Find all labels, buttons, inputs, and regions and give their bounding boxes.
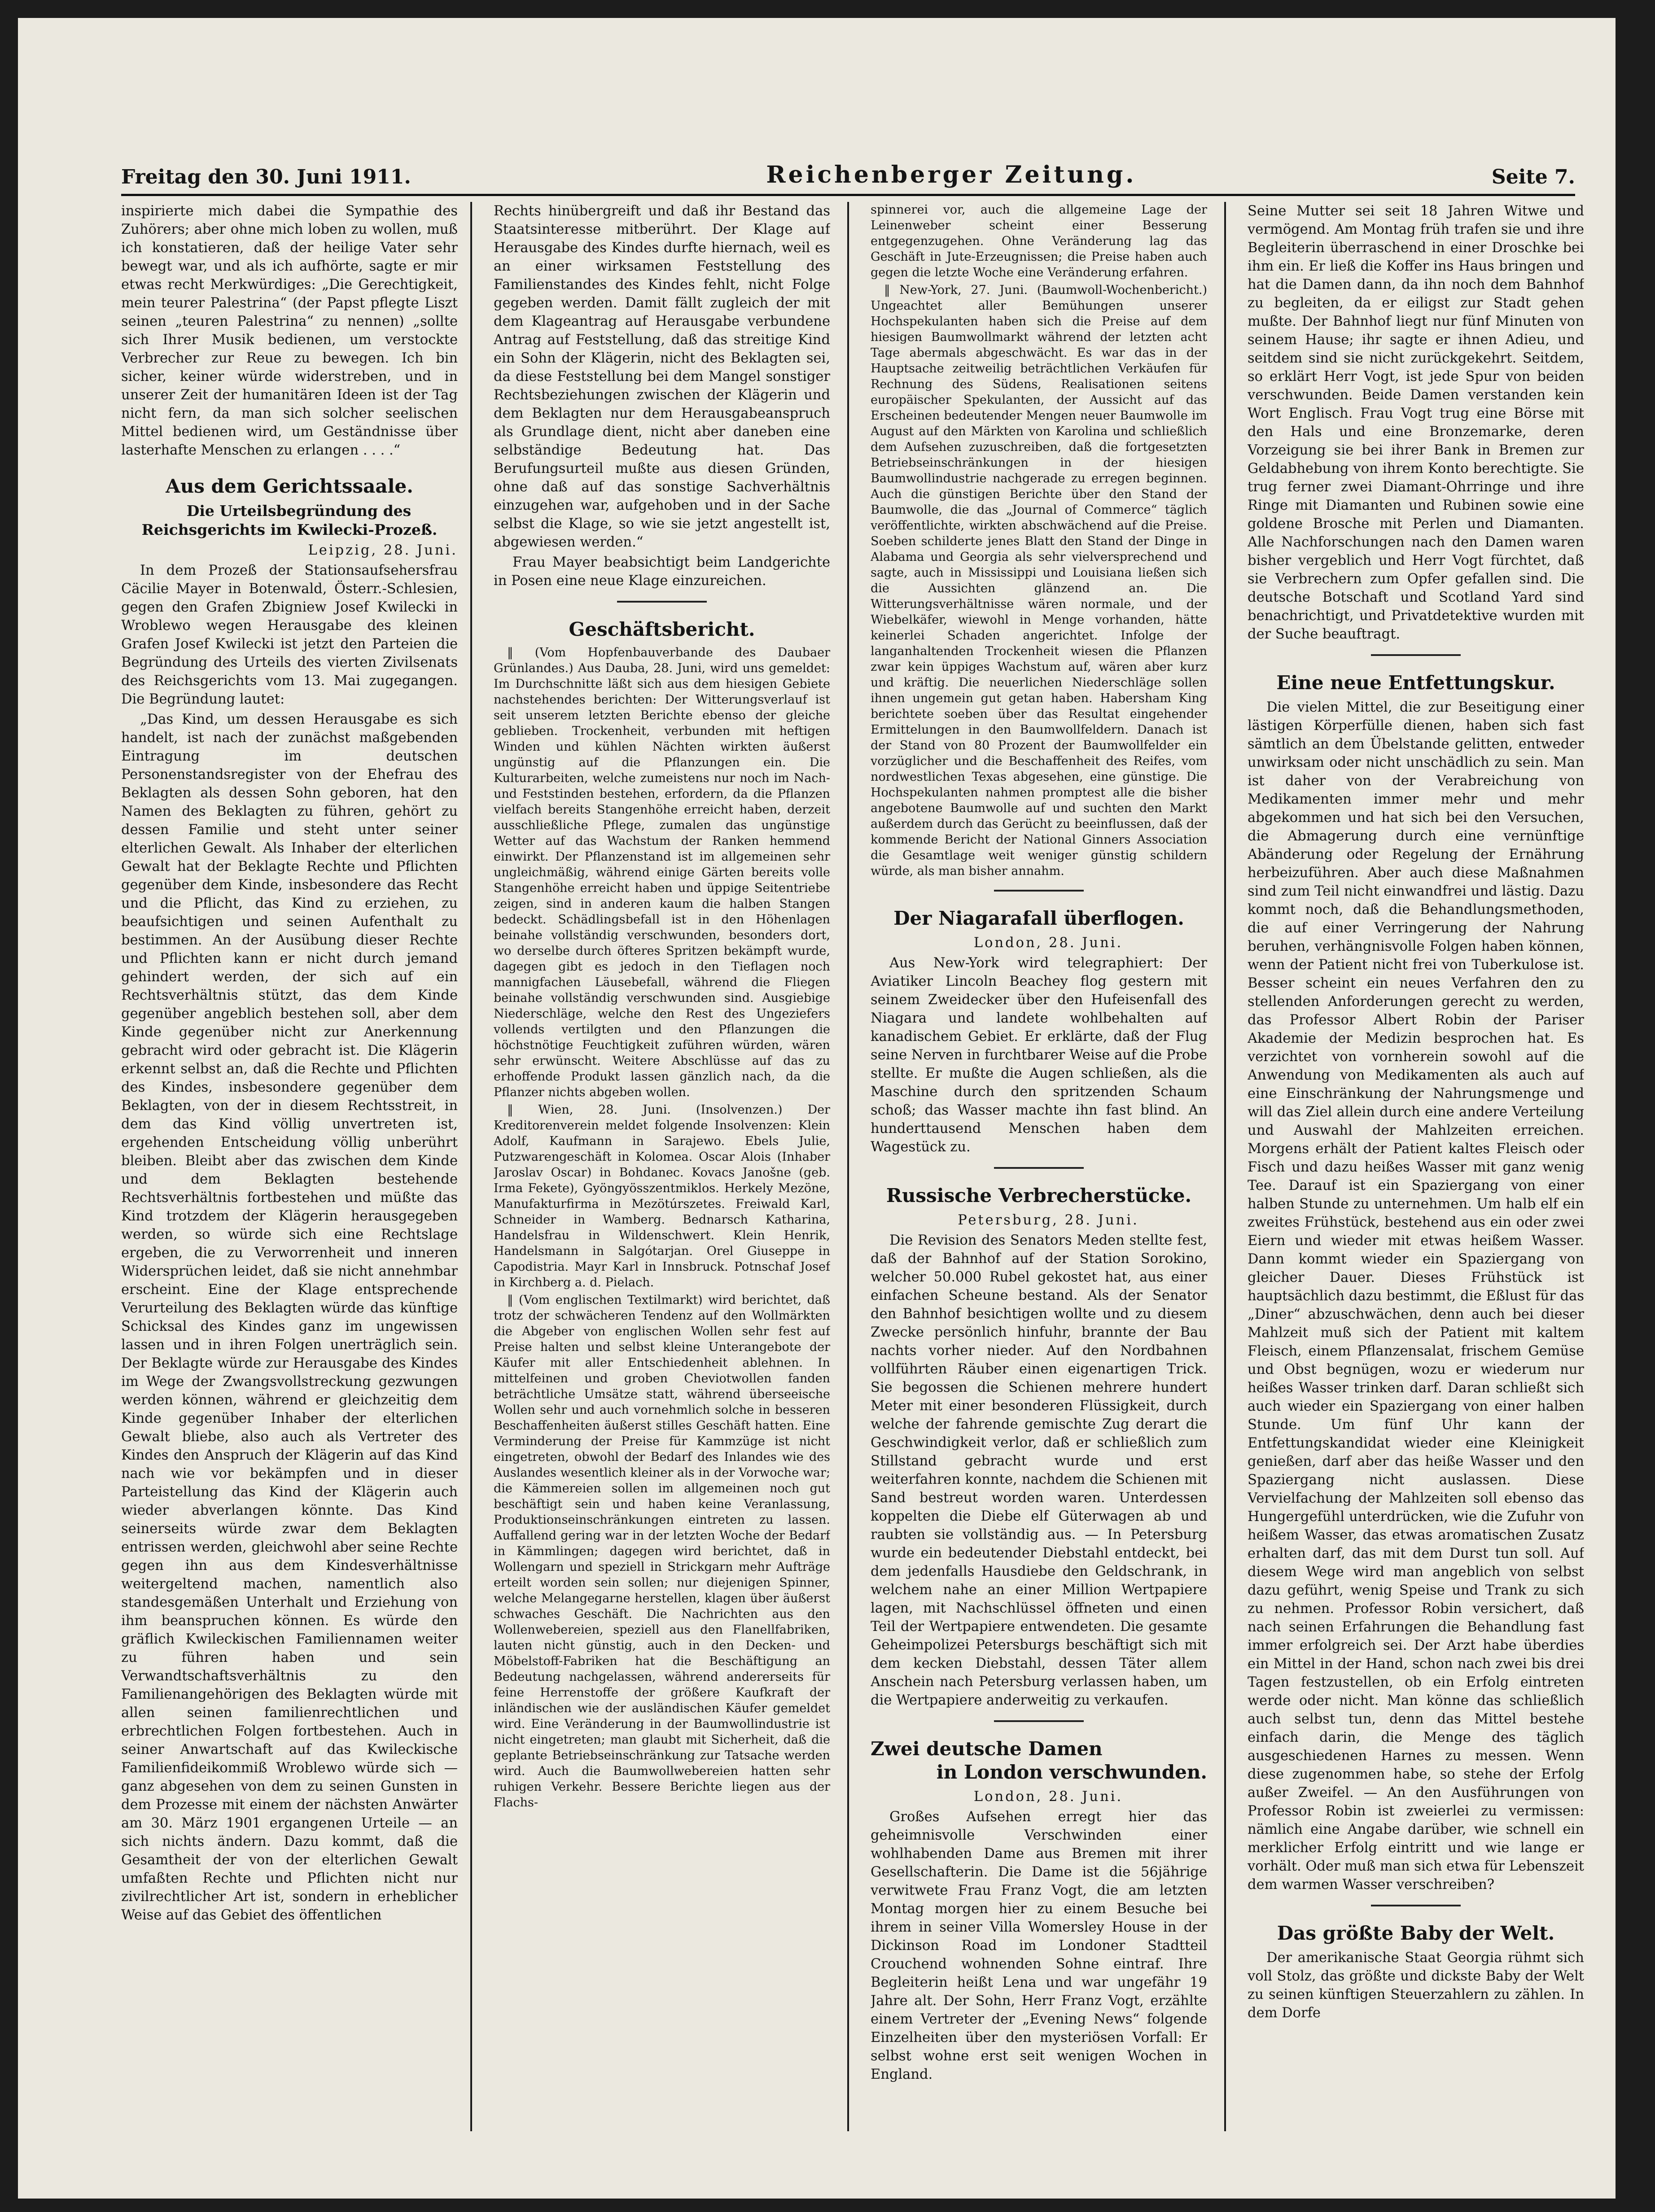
ladies-dateline: London, 28. Juni. [973,1789,1123,1805]
business-paragraph: spinnerei vor, auch die allgemeine Lage der Leinenweber scheint einer Besserung entgegenzugehen. Ohne Veränderung lag das Geschäft in Jute-Erzeugnissen; die Preise haben auch gegen die letzte Woche eine Veränderung erfahren. [871,203,1207,280]
niagara-heading: Der Niagarafall überflogen. [893,907,1184,929]
business-paragraph: ‖ Wien, 28. Juni. (Insolvenzen.) Der Kreditorenverein meldet folgende Insolvenzen: Klein Adolf, Kaufmann in Sarajewo. Ebels Julie, Putzwarengeschäft in Kolomea. Oscar Alois (Inhaber Jaroslav Oscar) in Bohdanec. Kovacs Janošne (geb. Irma Fekete), Gyöngyösszentmiklos. Herkely Mezöne, Manufakturfirma in Mezötúrszetes. Freiwald Karl, Schneider in Wamberg. Bednarsch Katharina, Handelsfrau in Wildenschwert. Klein Henrik, Handelsmann in Salgótarjan. Orel Giuseppe in Capodistria. Mayr Karl in Innsbruck. Potnschaf Josef in Kirchberg a. d. Pielach. [494,1103,830,1290]
court-article-title: Die Urteilsbegründung des Reichsgerichts im Kwilecki-Prozeß. [141,502,438,538]
court-dateline: Leipzig, 28. Juni. [308,542,458,558]
court-paragraph: Rechts hinübergreift und daß ihr Bestand das Staatsinteresse mitberührt. Der Klage auf Herausgabe des Kindes durfte hiernach, weil es an einer wirksamen Feststellung des Familienstandes des Kindes fehlt, nicht Folge gegeben werden. Damit fällt zugleich der mit dem Klageantrag auf Herausgabe verbundene Antrag auf Feststellung, daß das streitige Kind ein Sohn der Klägerin, nicht des Beklagten sei, da diese Feststellung bei dem Mangel sonstiger Rechtsbeziehungen zwischen der Klägerin und dem Beklagten nur dem Herausgabeanspruch als Grundlage dient, nicht aber daneben eine selbständige Bedeutung hat. Das Berufungsurteil mußte aus diesen Gründen, ohne daß auf das sonstige Sachverhältnis einzugehen war, aufgehoben und in der Sache selbst die Klage, so wie sie jetzt angestellt ist, abgewiesen werden.“ [494,203,830,550]
section-rule [1371,1905,1461,1906]
column-1 [121,202,458,2131]
column-rule [1224,202,1226,2131]
section-rule [1371,654,1461,656]
header-rule [121,194,1575,196]
newspaper-page [18,18,1616,2199]
court-section-heading: Aus dem Gerichtssaale. [166,475,413,497]
column-rule [470,202,472,2131]
page-header [121,148,1575,188]
cure-paragraph: Die vielen Mittel, die zur Beseitigung einer lästigen Körperfülle dienen, haben sich fast sämtlich an dem Übelstande gelitten, entweder unwirksam oder nicht unschädlich zu sein. Man ist daher von der Verabreichung von Medikamenten immer mehr und mehr abgekommen und hat sich bei den Versuchen, die Abmagerung durch eine vernünftige Abänderung oder Regelung der Ernährung herbeizuführen. Aber auch diese Maßnahmen sind zum Teil nicht einwandfrei und lästig. Dazu kommt noch, daß die Behandlungsmethoden, die auf einer Verringerung der Nahrung beruhen, verhängnisvolle Folgen haben können, wenn der Patient nicht frei von Tuberkulose ist. Besser scheint ein neues Verfahren den zu stellenden Anforderungen gerecht zu werden, das Professor Albert Robin der Pariser Akademie der Medizin besprochen hat. Es verzichtet von vornherein sowohl auf die Anwendung von Medikamenten als auch auf eine Einschränkung der Nahrungsmenge und will das Ziel allein durch eine andere Verteilung und Auswahl der Mahlzeiten erreichen. Morgens erhält der Patient kaltes Fleisch oder Fisch und dazu heißes Wasser mit ganz wenig Tee. Darauf ist ein Spaziergang von einer halben Stunde zu unternehmen. Um halb elf ein zweites Frühstück, bestehend aus ein oder zwei Eiern und wieder mit etwas heißem Wasser. Dann kommt wieder ein Spaziergang von gleicher Dauer. Dieses Frühstück ist hauptsächlich dazu bestimmt, die Eßlust für das „Diner“ abzuschwächen, denn auch bei dieser Mahlzeit muß sich der Patient mit kaltem Fleisch, einem Pflanzensalat, frischem Gemüse und Obst begnügen, wozu er wiederum nur heißes Wasser trinken darf. Daran schließt sich auch wieder ein Spaziergang von einer halben Stunde. Um fünf Uhr kann der Entfettungskandidat wieder eine Kleinigkeit genießen, darf aber das heiße Wasser und den Spaziergang nicht auslassen. Diese Vervielfachung der Mahlzeiten soll ebenso das Hungergefühl unterdrücken, wie die Zufuhr von heißem Wasser, das etwas aromatischen Zusatz erhalten darf, das mit dem Durst tun soll. Auf diesem Wege wird man angeblich von selbst dazu geführt, wenig Speise und Trank zu sich zu nehmen. Professor Robin versichert, daß nach seinen Erfahrungen die Behandlung fast immer erfolgreich sei. Der Arzt habe überdies ein Mittel in der Hand, schon nach zwei bis drei Tagen festzustellen, ob ein Erfolg eintreten werde oder nicht. Man könne das schließlich auch selbst tun, denn das Mittel bestehe einfach darin, die Menge des täglich ausgeschiedenen Harnes zu messen. Wenn diese zugenommen habe, so stehe der Erfolg außer Zweifel. — An den Ausführungen von Professor Robin ist zweierlei zu vermissen: nämlich eine Angabe darüber, wie schnell ein merklicher Erfolg eintritt und wie lange er vorhält. Oder muß man sich etwa für Lebenszeit dem warmen Wasser verschreiben? [1248,699,1584,1893]
column-4 [1248,202,1584,2131]
russian-heading: Russische Verbrecherstücke. [886,1185,1192,1207]
business-paragraph: ‖ (Vom Hopfenbauverbande des Daubaer Grünlandes.) Aus Dauba, 28. Juni, wird uns gemeldet: Im Durchschnitte läßt sich aus dem hiesigen Gebiete nachstehendes berichten: Der Witterungsverlauf ist seit unserem letzten Berichte ebenso der gleiche geblieben. Trockenheit, verbunden mit heftigen Winden und kühlen Nächten wirkten äußerst ungünstig auf die Pflanzungen ein. Die Kulturarbeiten, welche zumeistens nur noch im Nach- und Feststinden bestehen, erfordern, da die Pflanzen vielfach bereits Stangenhöhe erreicht haben, derzeit ausschließliche Pflege, zumalen das ungünstige Wetter auf das Wachstum der Ranken hemmend einwirkt. Der Pflanzenstand ist im allgemeinen sehr ungleichmäßig, während einige Gärten bereits volle Stangenhöhe erreicht haben und üppige Seitentriebe zeigen, sind in anderen kaum die halben Stangen bedeckt. Schädlingsbefall ist in den Höhenlagen beinahe vollständig verschwunden, besonders dort, wo derselbe durch öfteres Spritzen bekämpft wurde, dagegen gibt es jedoch in den Tieflagen noch mannigfachen Läusebefall, während die Fliegen beinahe vollständig verschwunden sind. Ausgiebige Niederschläge, welche den Rest des Ungeziefers vollends vertilgten und den Pflanzungen die höchstnötige Feuchtigkeit zuführen würden, wären sehr erwünscht. Weitere Abschlüsse auf das zu erhoffende Produkt lassen gänzlich nach, da die Pflanzer nichts abgeben wollen. [494,646,830,1099]
column-rule [847,202,849,2131]
russian-dateline: Petersburg, 28. Juni. [958,1212,1139,1228]
business-report [494,645,830,1810]
business-paragraph: ‖ (Vom englischen Textilmarkt) wird berichtet, daß trotz der schwächeren Tendenz auf den Wollmärkten die Abgeber von englischen Wollen sehr fest auf Preise halten und selbst kleine Unterangebote der Käufer mit aller Entschiedenheit ablehnen. In mittelfeinen und groben Cheviotwollen fanden beträchtliche Umsätze statt, während überseeische Wollen sehr und auch vornehmlich solche in besseren Beschaffenheiten äußerst stilles Geschäft hatten. Eine Verminderung der Preise für Kammzüge ist nicht eingetreten, obwohl der Bedarf des Inlandes wie des Auslandes wesentlich kleiner als in der Vorwoche war; die Kämmereien sollen im allgemeinen noch gut beschäftigt sein und haben keine Veranlassung, Produktionseinschränkungen eintreten zu lassen. Auffallend gering war in der letzten Woche der Bedarf in Kämmlingen; dagegen wird berichtet, daß in Wollengarn und speziell in Strickgarn mehr Aufträge erteilt worden sein sollen; nur diejenigen Spinner, welche Melangegarne herstellen, klagen über äußerst schwaches Geschäft. Die Nachrichten aus den Wollenwebereien, speziell aus den Flanellfabriken, lauten nicht günstig, auch in den Decken- und Möbelstoff-Fabriken hat die Beschäftigung an Bedeutung nachgelassen, während andererseits für feine Herrenstoffe der größere Kaufkraft der inländischen wie der ausländischen Käufer gemeldet wird. Eine Veränderung in der Baumwollindustrie ist nicht eingetreten; man glaubt mit Sicherheit, daß die geplante Betriebseinschränkung zur Tatsache werden wird. Auch die Baumwollwebereien hatten sehr ruhigen Verkehr. Bessere Berichte liegen aus der Flachs- [494,1293,830,1810]
business-section-heading: Geschäftsbericht. [569,618,755,640]
section-rule [994,1720,1084,1722]
court-paragraph: Frau Mayer beabsichtigt beim Landgerichte in Posen eine neue Klage einzureichen. [494,555,830,589]
section-rule [994,890,1084,892]
ladies-heading-line-2: in London verschwunden. [936,1761,1207,1783]
niagara-dateline: London, 28. Juni. [973,935,1123,951]
baby-heading: Das größte Baby der Welt. [1277,1922,1555,1944]
section-rule [994,1167,1084,1169]
cure-heading: Eine neue Entfettungskur. [1276,672,1555,694]
business-report-continued [871,202,1207,879]
court-paragraph: In dem Prozeß der Stationsaufsehersfrau Cäcilie Mayer in Botenwald, Österr.-Schlesien, gegen den Grafen Zbigniew Josef Kwilecki in Wroblewo wegen Herausgabe des kleinen Grafen Josef Kwilecki ist jetzt den Parteien die Begründung des Urteils des vierten Zivilsenats des Reichsgerichts vom 13. Mai zugegangen. Die Begründung lautet: [121,563,458,707]
column-2 [494,202,830,2131]
newspaper-title: Reichenberger Zeitung. [766,161,1137,188]
column-3 [871,202,1207,2131]
business-paragraph: ‖ New-York, 27. Juni. (Baumwoll-Wochenbericht.) Ungeachtet aller Bemühungen unserer Hochspekulanten haben sich die Preise auf dem hiesigen Baumwollmarkt während der letzten acht Tage abermals abgeschwächt. Es war das in der Hauptsache zeitweilig beträchtlichen Verkäufen für Rechnung des Südens, Realisationen seitens europäischer Spekulanten, der Aussicht auf das Erscheinen bedeutender Mengen neuer Baumwolle im August auf den Märkten von Karolina und schließlich dem Aufsehen zuzuschreiben, daß die fortgesetzten Betriebseinschränkungen in der hiesigen Baumwollindustrie nachgerade zu erregen beginnen. Auch die günstigen Berichte über den Stand der Baumwolle, die das „Journal of Commerce“ täglich veröffentlichte, wirkten abschwächend auf die Preise. Soeben schilderte jenes Blatt den Stand der Dinge in Alabama und Georgia als sehr vielversprechend und sagte, auch in Mississippi und Louisiana ließen sich die Aussichten glänzend an. Die Witterungsverhältnisse wären normale, und der Wiebelkäfer, wiewohl in Menge vorhanden, hätte keinerlei Schaden angerichtet. Infolge der langanhaltenden Trockenheit wiesen die Pflanzen zwar kein üppiges Wachstum auf, wären aber kurz und kräftig. Die neuerlichen Niederschläge sollen ihnen ungemein gut getan haben. Habersham King berichtete soeben über das Resultat eingehender Ermittelungen in den Baumwollfeldern. Danach ist der Stand von 80 Prozent der Baumwollfelder ein vorzüglicher und die Beschaffenheit des Reifes, vom nordwestlichen Texas abgesehen, eine günstige. Die Hochspekulanten nahmen promptest alle die bisher angebotene Baumwolle auf und suchten den Markt außerdem durch das Gerücht zu beeinflussen, daß der kommende Bericht der National Ginners Association die Gesamtlage weit weniger günstig schildern würde, als man bisher annahm. [871,283,1207,878]
page-number: Seite 7. [1491,166,1575,188]
liszt-article-end: inspirierte mich dabei die Sympathie des Zuhörers; aber ohne mich loben zu wollen, muß ich konstatieren, daß der heilige Vater sehr bewegt war, und als ich aufhörte, sagte er mir etwas recht Merkwürdiges: „Die Gerechtigkeit, mein teurer Palestrina“ (der Papst pflegte Liszt seinen „teuren Palestrina“ zu nennen) „sollte sich Ihrer Musik bedienen, um verstockte Verbrecher zur Reue zu bewegen. Ich bin sicher, keiner würde widerstreben, und in unserer Zeit der humanitären Ideen ist der Tag nicht fern, da man sich solcher seelischen Mittel bedienen wird, um Geständnisse über lasterhafte Menschen zu erlangen . . . .“ [121,203,458,458]
header-date: Freitag den 30. Juni 1911. [121,166,411,188]
russian-paragraph: Die Revision des Senators Meden stellte fest, daß der Bahnhof auf der Station Sorokino, welcher 50.000 Rubel gekostet hat, aus einer einfachen Scheune bestand. Als der Senator den Bahnhof besichtigen wollte und zu diesem Zwecke persönlich hinfuhr, brannte der Bau nachts vorher nieder. Auf den Nordbahnen vollführten Räuber einen eigenartigen Trick. Sie begossen die Schienen mehrere hundert Meter mit einer besonderen Flüssigkeit, durch welche der fahrende gemischte Zug derart die Geschwindigkeit verlor, daß er schließlich zum Stillstand gebracht wurde und erst weiterfahren konnte, nachdem die Schienen mit Sand bestreut worden waren. Unterdessen koppelten die Diebe elf Güterwagen ab und raubten sie vollständig aus. — In Petersburg wurde ein bedeutender Diebstahl entdeckt, bei dem jedenfalls Hausdiebe den Geldschrank, in welchem nahe an einer Million Wertpapiere lagen, mit Nachschlüssel öffneten und einen Teil der Wertpapiere entwendeten. Die gesamte Geheimpolizei Petersburgs beschäftigt sich mit dem kecken Diebstahl, dessen Täter allem Anschein nach Petersburg verlassen haben, um die Wertpapiere anderweitig zu verkaufen. [871,1233,1207,1708]
baby-paragraph: Der amerikanische Staat Georgia rühmt sich voll Stolz, das größte und dickste Baby der Welt zu seinen künftigen Steuerzahlern zu zählen. In dem Dorfe [1248,1950,1584,2021]
ladies-paragraph: Großes Aufsehen erregt hier das geheimnisvolle Verschwinden einer wohlhabenden Dame aus Bremen mit ihrer Gesellschafterin. Die Dame ist die 56jährige verwitwete Frau Franz Vogt, die am letzten Montag morgen hier zu einem Besuche bei ihrem in seiner Villa Womersley House in der Dickinson Road im Londoner Stadtteil Crouchend wohnenden Sohne eintraf. Ihre Begleiterin heißt Lena und war ungefähr 19 Jahre alt. Der Sohn, Herr Franz Vogt, erzählte einem Vertreter der „Evening News“ folgende Einzelheiten über den mysteriösen Vorfall: Er selbst wohne erst seit wenigen Wochen in England. [871,1809,1207,2082]
ladies-paragraph-continued: Seine Mutter sei seit 18 Jahren Witwe und vermögend. Am Montag früh trafen sie und ihre Begleiterin überraschend in einer Droschke bei ihm ein. Er ließ die Koffer ins Haus bringen und hat die Damen dann, da ihn noch dem Bahnhof zu begleiten, da er eiligst zur Stadt gehen mußte. Der Bahnhof liegt nur fünf Minuten von seinem Hause; ihr sagte er ihnen Adieu, und seitdem sind sie nicht zurückgekehrt. Seitdem, so erklärt Herr Vogt, ist jede Spur von beiden verschwunden. Beide Damen verstanden kein Wort Englisch. Frau Vogt trug eine Börse mit den Hals und eine Bronzemarke, deren Vorzeigung sie bei ihrer Bank in Bremen zur Geldabhebung von ihrem Konto berechtigte. Sie trug ferner zwei Diamant-Ohrringe und ihre Ringe mit Diamanten und Rubinen sowie eine goldene Brosche mit Perlen und Diamanten. Alle Nachforschungen nach den Damen waren bisher vergeblich und Herr Vogt fürchtet, daß sie Verbrechern zum Opfer gefallen sind. Die deutsche Botschaft und Scotland Yard sind benachrichtigt, und Privatdetektive wurden mit der Suche beauftragt. [1248,203,1584,642]
section-rule [617,601,707,603]
niagara-paragraph: Aus New-York wird telegraphiert: Der Aviatiker Lincoln Beachey flog gestern mit seinem Zweidecker über den Hufeisenfall des Niagara und landete wohlbehalten auf kanadischem Gebiet. Er erklärte, daß der Flug seine Nerven in furchtbarer Weise auf die Probe stellte. Er mußte die Augen schließen, als die Maschine durch den spritzenden Schaum schoß; das Wasser machte ihn fast blind. An hunderttausend Menschen haben dem Wagestück zu. [871,955,1207,1155]
ladies-heading-line-1: Zwei deutsche Damen [871,1738,1103,1760]
court-paragraph: „Das Kind, um dessen Herausgabe es sich handelt, ist nach der zunächst maßgebenden Eintragung im deutschen Personenstandsregister von der Ehefrau des Beklagten als dessen Sohn geboren, hat den Namen des Beklagten zu führen, gehört zu dessen Familie und steht unter seiner elterlichen Gewalt. Als Inhaber der elterlichen Gewalt hat der Beklagte Rechte und Pflichten gegenüber dem Kinde, insbesondere das Recht und die Pflicht, das Kind zu erziehen, zu beaufsichtigen und seinen Aufenthalt zu bestimmen. An der Ausübung dieser Rechte und Pflichten kann er nicht durch jemand gehindert werden, der sich auf ein Rechtsverhältnis stützt, das dem Kinde gegenüber angeblich bestehen soll, aber dem Kinde gegenüber nicht zur Anerkennung gebracht wird oder gebracht ist. Die Klägerin erkennt selbst an, daß die Rechte und Pflichten des Kindes, insbesondere gegenüber dem Beklagten, von der in diesem Rechtsstreit, in dem das Kind völlig unvertreten ist, ergehenden Entscheidung völlig unberührt bleiben. Bleibt aber das zwischen dem Kinde und dem Beklagten bestehende Rechtsverhältnis fortbestehen und müßte das Kind trotzdem der Klägerin herausgegeben werden, so würde sich eine Rechtslage ergeben, die zu Verworrenheit und inneren Widersprüchen leidet, daß sie nicht annehmbar erscheint. Eine der Klage entsprechende Verurteilung des Beklagten würde das künftige Schicksal des Kindes ganz im ungewissen lassen und in ihren Folgen unerträglich sein. Der Beklagte würde zur Herausgabe des Kindes im Wege der Zwangsvollstreckung gezwungen werden können, während er gleichzeitig dem Kinde gegenüber Inhaber der elterlichen Gewalt bliebe, also auch als Vertreter des Kindes den Anspruch der Klägerin auf das Kind nach wie vor bekämpfen und in dieser Parteistellung das Kind der Klägerin auch wieder abverlangen könnte. Das Kind seinerseits würde zwar dem Beklagten entrissen werden, gleichwohl aber seine Rechte gegen ihn aus dem Kindesverhältnisse weitergeltend machen, namentlich also standesgemäßen Unterhalt und Erziehung von ihm beanspruchen können. Es würde den gräflich Kwileckischen Familiennamen weiter zu führen haben und sein Verwandtschaftsverhältnis zu den Familienangehörigen des Beklagten würde mit allen seinen familienrechtlichen und erbrechtlichen Folgen fortbestehen. Auch in seiner Anwartschaft auf das Kwileckische Familienfideikommiß Wroblewo würde sich — ganz abgesehen von dem zu seinen Gunsten in dem Prozesse mit einem der nächsten Anwärter am 30. März 1901 ergangenen Urteile — an sich nichts ändern. Dazu kommt, daß die Gesamtheit der von der elterlichen Gewalt umfaßten Rechte und Pflichten nicht nur zivilrechtlicher Art ist, sondern in erheblicher Weise auf das Gebiet des öffentlichen [121,712,458,1923]
